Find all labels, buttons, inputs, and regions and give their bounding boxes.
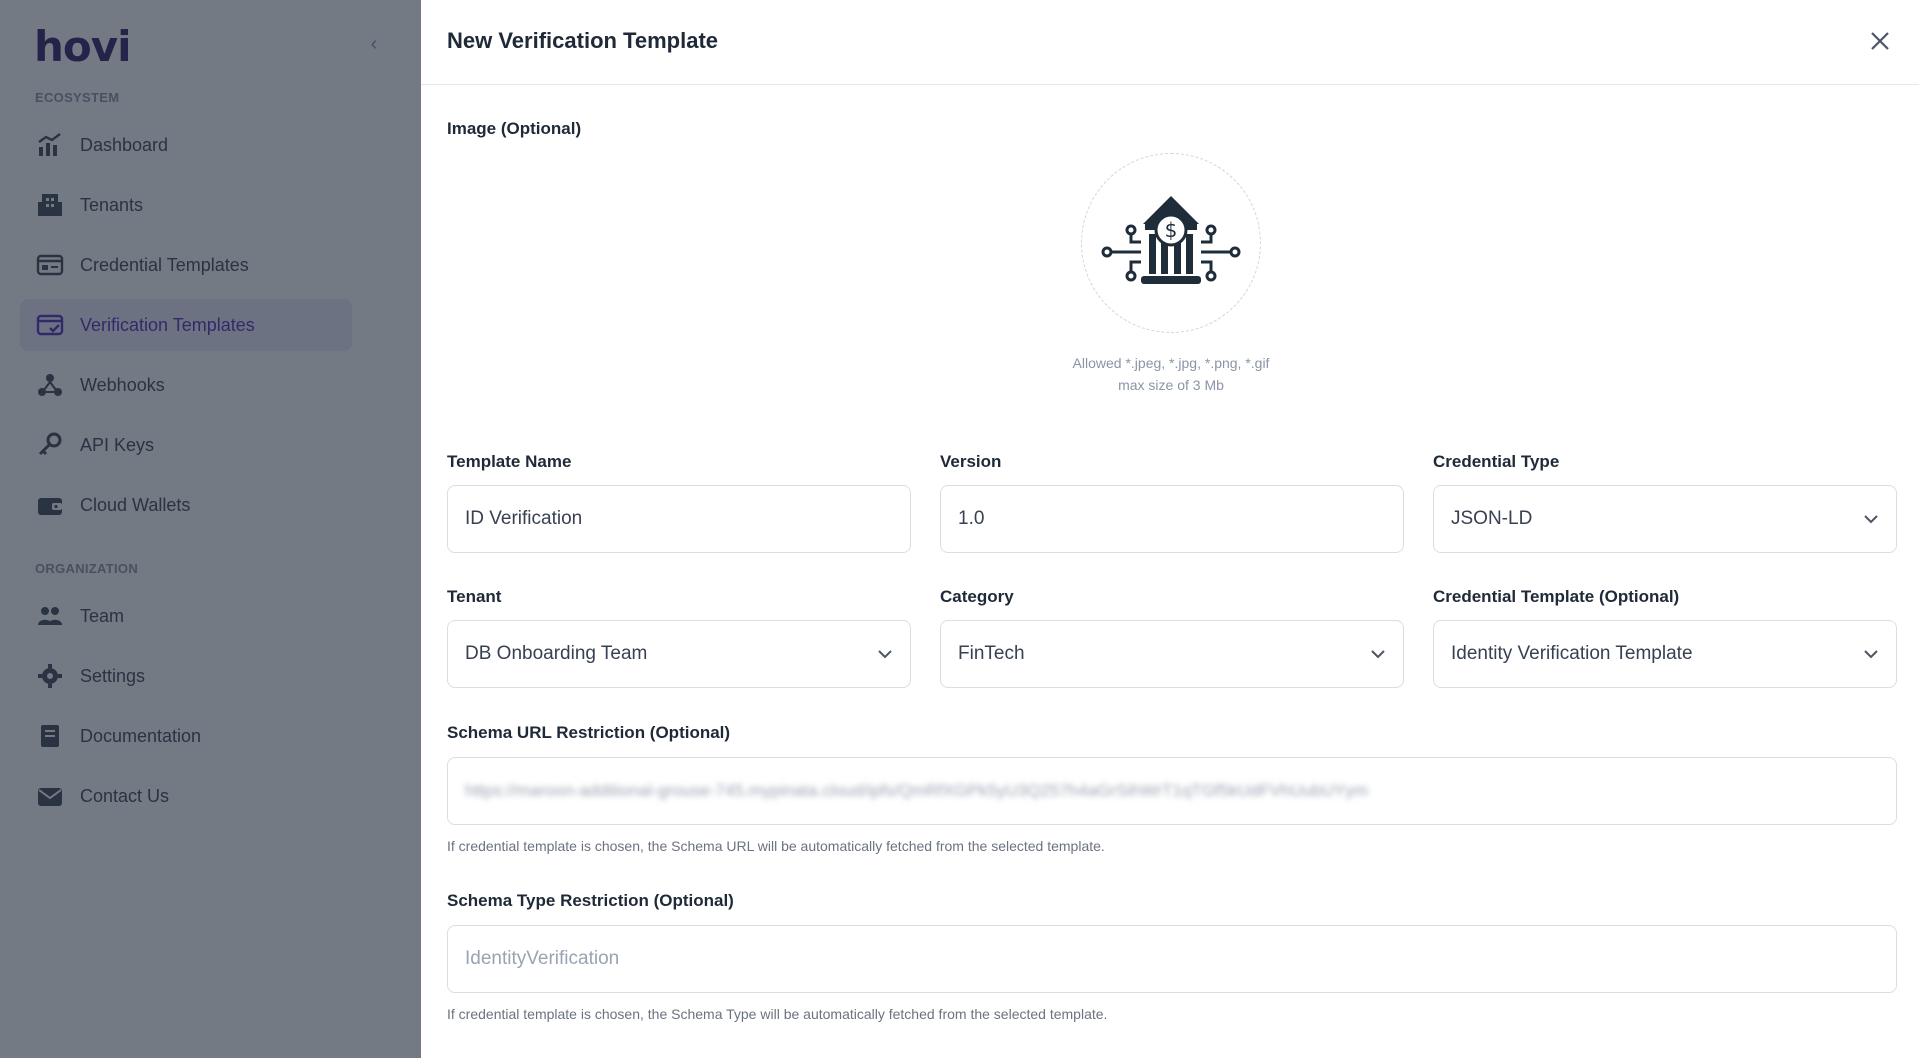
schema-url-value: https://maroon-additional-grouse-745.mypinata.cloud/ipfs/QmRfXGPk5yU3Q257h4aGrSihWrT1qTGf5kUdFVhUubUYym	[465, 781, 1368, 800]
category-select[interactable]	[940, 620, 1404, 688]
tenant-select[interactable]	[447, 620, 911, 688]
svg-text:$: $	[1164, 217, 1178, 242]
page-title: New Verification Template	[447, 28, 719, 53]
version-label: Version	[940, 452, 1002, 471]
template-name-label: Template Name	[447, 452, 572, 471]
close-icon[interactable]	[1867, 28, 1893, 54]
schema-url-helper: If credential template is chosen, the Schema URL will be automatically fetched from the selected template.	[447, 838, 1105, 854]
version-input[interactable]	[940, 485, 1404, 553]
tenant-value: DB Onboarding Team	[465, 643, 648, 664]
template-name-value: ID Verification	[465, 508, 583, 529]
chevron-down-icon	[1862, 645, 1880, 663]
schema-url-label: Schema URL Restriction (Optional)	[447, 723, 731, 742]
credential-type-label: Credential Type	[1433, 452, 1560, 471]
category-label: Category	[940, 587, 1014, 606]
credential-template-label: Credential Template (Optional)	[1433, 587, 1680, 606]
chevron-down-icon	[1369, 645, 1387, 663]
image-label: Image (Optional)	[447, 119, 582, 138]
template-name-input[interactable]	[447, 485, 911, 553]
bank-icon	[1091, 186, 1251, 301]
credential-type-select[interactable]	[1433, 485, 1897, 553]
image-upload[interactable]	[1081, 153, 1261, 333]
chevron-down-icon	[1862, 510, 1880, 528]
credential-template-value: Identity Verification Template	[1451, 643, 1693, 664]
credential-template-select[interactable]	[1433, 620, 1897, 688]
schema-type-label: Schema Type Restriction (Optional)	[447, 891, 734, 910]
new-verification-template-drawer	[421, 0, 1919, 1058]
upload-hint-formats: Allowed *.jpeg, *.jpg, *.png, *.gif	[1072, 355, 1270, 371]
version-value: 1.0	[958, 508, 985, 529]
modal-backdrop[interactable]	[0, 0, 421, 1058]
schema-type-input[interactable]	[447, 925, 1897, 993]
tenant-label: Tenant	[447, 587, 502, 606]
upload-hint-size: max size of 3 Mb	[1118, 377, 1224, 393]
credential-type-value: JSON-LD	[1451, 508, 1533, 529]
schema-url-input[interactable]	[447, 757, 1897, 825]
drawer-header	[421, 0, 1919, 85]
category-value: FinTech	[958, 643, 1025, 664]
chevron-down-icon	[876, 645, 894, 663]
schema-type-helper: If credential template is chosen, the Schema Type will be automatically fetched from the selected template.	[447, 1006, 1108, 1022]
schema-type-placeholder: IdentityVerification	[465, 948, 620, 969]
